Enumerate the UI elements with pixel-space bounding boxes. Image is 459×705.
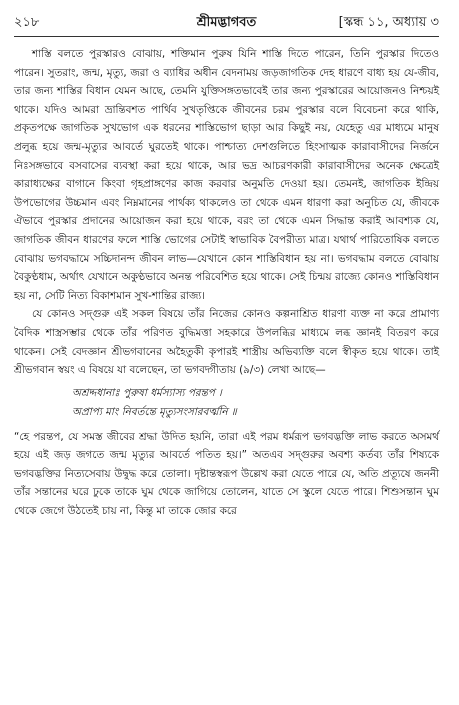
page-number: ২১৮ [14,15,40,30]
paragraph: “হে পরন্তপ, যে সমস্ত জীবের শ্রদ্ধা উদিত হয়নি, তারা এই পরম ধর্মরূপ ভগবদ্ভক্তি লাভ করতে অসমর্থ হয়ে এই জড় জগতে জন্ম মৃত্যুর আবর্তে পতিত হয়।” অতএব সদ্গুরুর অবশ্য কর্তব্য তাঁর শিষ্যকে ভগবদ্ভক্তির নিত্যসেবায় উদ্বুদ্ধ করে তোলা। দৃষ্টান্তস্বরূপ উল্লেখ করা যেতে পারে যে, অতি প্রত্যূষে জননী তাঁর সন্তানের ঘরে ঢুকে তাকে ঘুম থেকে জাগিয়ে তোলেন, যাতে সে স্কুলে যেতে পারে। শিশুসন্তান ঘুম থেকে জেগে উঠতেই চায় না, কিন্তু মা তাকে জোর করে [14,430,439,518]
running-header [14,12,439,34]
page-body [14,45,439,521]
verse-line: অশ্রদ্দধানাঃ পুরুষা ধর্মস্যাস্য পরন্তপ । [72,386,222,399]
paragraph: শাস্তি বলতে পুরস্কারও বোঝায়, শক্তিমান পুরুষ যিনি শাস্তি দিতে পারেন, তিনি পুরস্কার দিতেও পারেন। সুতরাং, জন্ম, মৃত্যু, জরা ও ব্যাধির অধীন বেদনাময় জড়জাগতিক দেহ ধারণে বাধ্য হয় যে-জীব, তার জন্য শাস্তির বিধান যেমন আছে, তেমনি যুক্তিসঙ্গতভাবেই তার জন্য পুরস্কারের আয়োজনও নিশ্চয়ই থাকে। যদিও আমরা ভ্রান্তিবশত পার্থিব সুখতৃপ্তিকে জীবনের চরম পুরস্কার বলে বিবেচনা করে থাকি, প্রকৃতপক্ষে জাগতিক সুখভোগ এক ধরনের শাস্তিভোগ ছাড়া আর কিছুই নয়, যেহেতু এর মাধ্যমে মানুষ প্রলুব্ধ হয়ে জন্ম-মৃত্যুর আবর্তে ঘুরতেই থাকে। পাশ্চাত্য দেশগুলিতে হিংসাত্মক কারাবাসীদের নির্জনে নিঃসঙ্গভাবে বসবাসের ব্যবস্থা করা হয়ে থাকে, আর ভদ্র আচরণকারী কারাবাসীদের অনেক ক্ষেত্রেই কারাধ্যক্ষের বাগানে কিংবা গৃহপ্রাঙ্গণের কাজ করবার অনুমতি দেওয়া হয়। তেমনই, জাগতিক ইন্দ্রিয় উপভোগের উচ্চমান এবং নিম্নমানের পার্থক্য থাকলেও তা থেকে এমন ধারণা করা অনুচিত যে, জীবকে ঐভাবে পুরস্কার প্রদানের আয়োজন করা হয়ে থাকে, বরং তা থেকে এমন সিদ্ধান্ত করাই আবশ্যক যে, জাগতিক জীবন ধারণের ফলে শাস্তি ভোগের সেটাই স্বাভাবিক বৈপরীত্য মাত্র। যথার্থ পারিতোষিক বলতে বোঝায় ভগবদ্ধামে সচ্চিদানন্দ জীবন লাভ—যেখানে কোন শাস্তিবিধান হয় না। ভগবদ্ধাম বলতে বোঝায় বৈকুণ্ঠধাম, অর্থাৎ যেখানে অকুণ্ঠভাবে অনন্ত পরিবেশিত হয়ে থাকে। সেই চিন্ময় রাজ্যে কোনও শাস্তিবিধান হয় না, সেটি নিত্য বিকাশমান সুখ-শান্তির রাজ্য। [14,48,439,302]
book-title: শ্রীমদ্ভাগবত [196,15,257,30]
header-rule [14,36,439,37]
verse-line: অপ্রাপ্য মাং নিবর্তন্তে মৃত্যুসংসারবর্ত্মনি ॥ [72,405,237,418]
paragraph: যে কোনও সদ্গুরু এই সকল বিষয়ে তাঁর নিজের কোনও কল্পনাশ্রিত ধারণা ব্যক্ত না করে প্রামাণ্য বৈদিক শাস্ত্রসম্ভার থেকে তাঁর পরিণত বুদ্ধিমত্তা সহকারে উপলব্ধির মাধ্যমে লব্ধ জ্ঞানই বিতরণ করে থাকেন। সেই বেদজ্ঞান শ্রীভগবানের অহৈতুকী কৃপারই শাস্ত্রীয় অভিব্যক্তি বলে স্বীকৃত হয়ে থাকে। তাই শ্রীভগবান স্বয়ং এ বিষয়ে যা বলেছেন, তা ভগবদ্গীতায় (৯/৩) লেখা আছে— [14,308,439,377]
section-label: [স্কন্ধ ১১, অধ্যায় ৩ [338,15,439,30]
verse-block [14,384,439,422]
